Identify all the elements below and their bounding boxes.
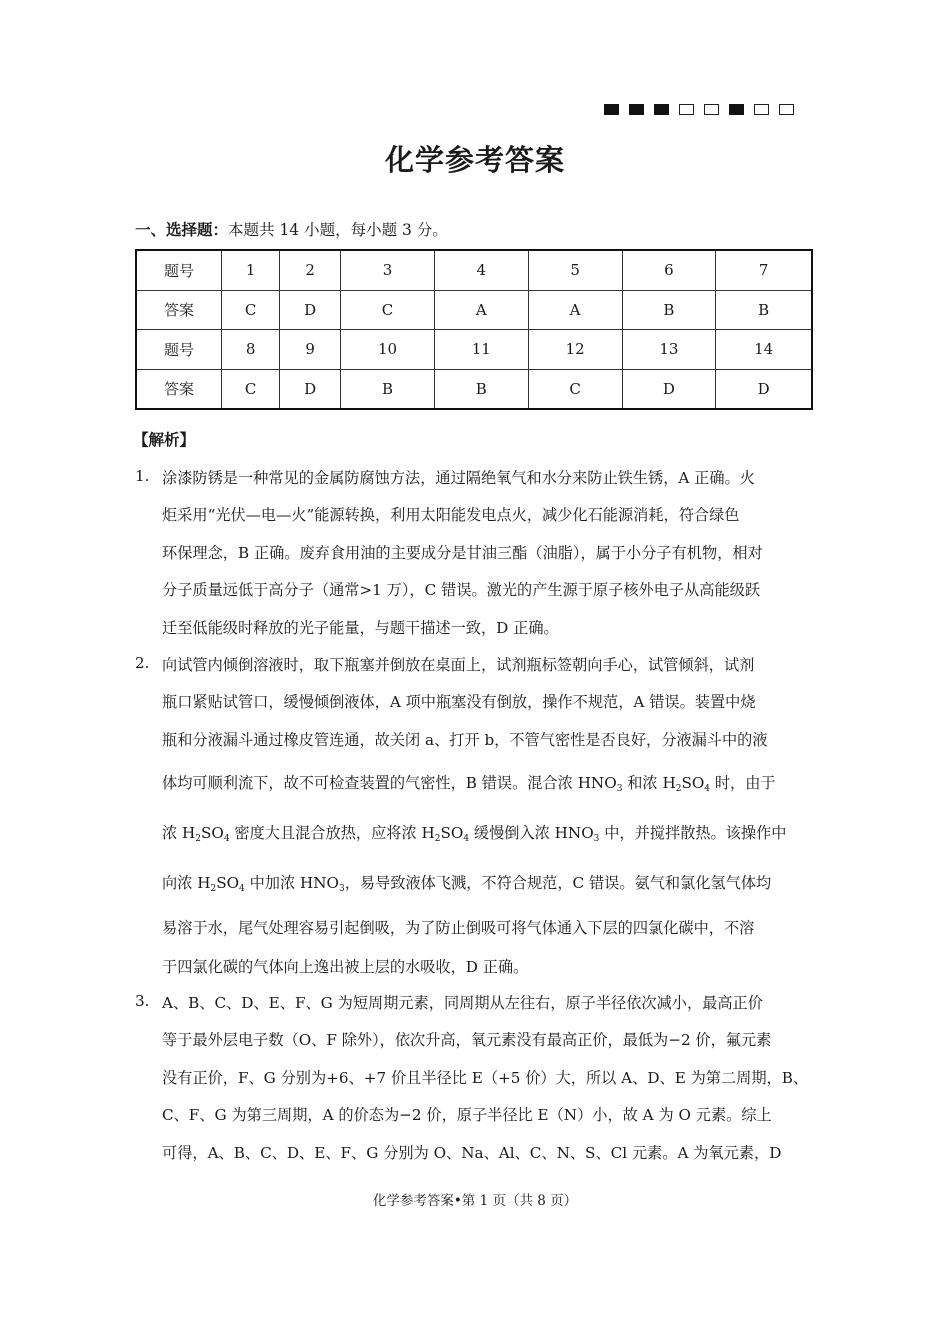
table-row-answers-2 xyxy=(136,369,812,409)
analysis-heading: 【解析】 xyxy=(133,430,196,449)
item-line: 分子质量远低于高分子（通常>1 万），C 错误。激光的产生源于原子核外电子从高能级跃 xyxy=(162,581,761,599)
answer-cell: B xyxy=(716,290,812,330)
item-line: 易溶于水，尾气处理容易引起倒吸，为了防止倒吸可将气体通入下层的四氯化碳中，不溶 xyxy=(162,919,755,937)
item-line: 没有正价，F、G 分别为+6、+7 价且半径比 E（+5 价）大，所以 A、D、E 为第二周期，B、 xyxy=(162,1069,809,1087)
item-line: A、B、C、D、E、F、G 为短周期元素，同周期从左往右，原子半径依次减小，最高正价 xyxy=(162,994,763,1012)
question-number: 4 xyxy=(434,250,528,290)
table-row-numbers-1 xyxy=(136,250,812,290)
page-footer: 化学参考答案•第 1 页（共 8 页） xyxy=(372,1193,578,1209)
row-label-answer: 答案 xyxy=(136,290,222,330)
mark-square-7 xyxy=(754,104,769,115)
question-number: 8 xyxy=(222,330,280,370)
item-number: 3. xyxy=(135,992,150,1010)
question-number: 1 xyxy=(222,250,280,290)
item-line: 瓶口紧贴试管口，缓慢倾倒液体，A 项中瓶塞没有倒放，操作不规范，A 错误。装置中烧 xyxy=(162,693,756,711)
mark-square-3 xyxy=(654,104,669,115)
item-line: 瓶和分液漏斗通过橡皮管连通，故关闭 a、打开 b，不管气密性是否良好，分液漏斗中的液 xyxy=(162,731,768,749)
mark-square-1 xyxy=(604,104,619,115)
row-label-answer: 答案 xyxy=(136,369,222,409)
mark-square-8 xyxy=(779,104,794,115)
item-line: 炬采用“光伏—电—火”能源转换，利用太阳能发电点火，减少化石能源消耗，符合绿色 xyxy=(162,506,740,524)
mark-square-5 xyxy=(704,104,719,115)
question-number: 2 xyxy=(280,250,341,290)
section-description: 本题共 14 小题，每小题 3 分。 xyxy=(228,221,448,239)
answer-cell: D xyxy=(716,369,812,409)
row-label-question: 题号 xyxy=(136,330,222,370)
item-line-formula: 浓 $H_2SO_4$ 密度大且混合放热，应将浓 $H_2SO_4$ 缓慢倒入浓 $HNO_3$ 中，并搅拌散热。该操作中 xyxy=(162,824,787,844)
question-number: 10 xyxy=(341,330,435,370)
item-line: 等于最外层电子数（O、F 除外），依次升高，氧元素没有最高正价，最低为−2 价，氟元素 xyxy=(162,1031,772,1049)
answer-cell: C xyxy=(341,290,435,330)
question-number: 6 xyxy=(622,250,716,290)
page-title: 化学参考答案 xyxy=(384,143,565,177)
answer-cell: C xyxy=(222,290,280,330)
item-line-formula: 体均可顺利流下，故不可检查装置的气密性，B 错误。混合浓 $HNO_3$ 和浓 $H_2SO_4$ 时，由于 xyxy=(162,774,776,794)
item-line-formula: 向浓 $H_2SO_4$ 中加浓 $HNO_3$，易导致液体飞溅，不符合规范，C 错误。氨气和氯化氢气体均 xyxy=(162,874,772,894)
mark-square-2 xyxy=(629,104,644,115)
answer-cell: B xyxy=(341,369,435,409)
answer-cell: D xyxy=(280,369,341,409)
answer-table xyxy=(135,249,813,410)
page-marks xyxy=(604,104,794,115)
item-line: C、F、G 为第三周期，A 的价态为−2 价，原子半径比 E（N）小，故 A 为 O 元素。综上 xyxy=(162,1106,772,1124)
question-number: 13 xyxy=(622,330,716,370)
table-row-answers-1 xyxy=(136,290,812,330)
answer-cell: A xyxy=(528,290,622,330)
answer-cell: C xyxy=(528,369,622,409)
mark-square-4 xyxy=(679,104,694,115)
item-line: 涂漆防锈是一种常见的金属防腐蚀方法，通过隔绝氧气和水分来防止铁生锈，A 正确。火 xyxy=(162,469,755,487)
item-number: 1. xyxy=(135,467,150,485)
answer-cell: D xyxy=(622,369,716,409)
question-number: 12 xyxy=(528,330,622,370)
item-number: 2. xyxy=(135,654,150,672)
question-number: 14 xyxy=(716,330,812,370)
table-row-numbers-2 xyxy=(136,330,812,370)
question-number: 3 xyxy=(341,250,435,290)
question-number: 7 xyxy=(716,250,812,290)
question-number: 9 xyxy=(280,330,341,370)
item-line: 于四氯化碳的气体向上逸出被上层的水吸收，D 正确。 xyxy=(162,958,529,976)
answer-cell: A xyxy=(434,290,528,330)
item-line: 环保理念，B 正确。废弃食用油的主要成分是甘油三酯（油脂），属于小分子有机物，相对 xyxy=(162,544,763,562)
section-heading xyxy=(135,218,448,240)
section-title: 一、选择题： xyxy=(135,220,229,239)
answer-cell: B xyxy=(434,369,528,409)
answer-cell: D xyxy=(280,290,341,330)
row-label-question: 题号 xyxy=(136,250,222,290)
answer-cell: B xyxy=(622,290,716,330)
item-line: 向试管内倾倒溶液时，取下瓶塞并倒放在桌面上，试剂瓶标签朝向手心，试管倾斜，试剂 xyxy=(162,656,755,674)
mark-square-6 xyxy=(729,104,744,115)
question-number: 11 xyxy=(434,330,528,370)
question-number: 5 xyxy=(528,250,622,290)
item-line: 迁至低能级时释放的光子能量，与题干描述一致，D 正确。 xyxy=(162,619,559,637)
item-line: 可得，A、B、C、D、E、F、G 分别为 O、Na、Al、C、N、S、Cl 元素。A 为氧元素，D xyxy=(162,1144,782,1162)
answer-cell: C xyxy=(222,369,280,409)
